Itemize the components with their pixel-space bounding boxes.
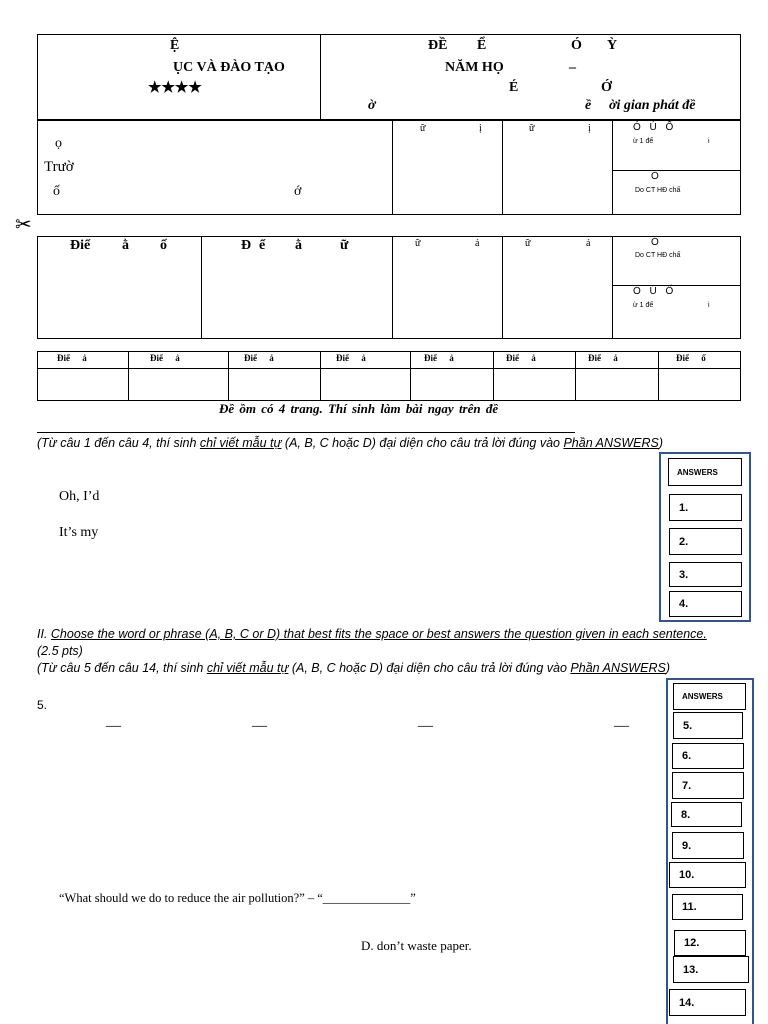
score-cell-4: Điể ả [336,353,366,363]
answer-box-10[interactable]: 10. [669,862,746,888]
section2-instr-end: ) [665,661,670,675]
answer-box-3[interactable]: 3. [669,562,742,587]
info-d: ớ [294,184,302,199]
info-f2: ị [588,123,591,134]
info-divider-2 [502,120,503,215]
answer-box-8[interactable]: 8. [671,802,742,827]
score-cell-2: Điể ả [150,353,180,363]
header-right-c: Ó [571,38,582,53]
info-e2: ị [479,123,482,134]
info-school-label: Trườ [44,159,74,175]
info-e1: ữ [420,123,426,134]
score-e: Ó [651,237,659,248]
q5-dash-b: — [252,718,267,734]
score-cell-3: Điể ả [244,353,274,363]
question-air-pollution: “What should we do to reduce the air pollution?” – “______________” [59,891,416,905]
score-b3: ằ [295,238,302,253]
score-row-hdivider [37,368,741,369]
score-cell-8: Điể ố [676,353,706,363]
score-b4: ữ [340,238,349,253]
score-row-col-4 [410,351,411,401]
score-d2: ả [586,238,591,249]
page-note: Đề ồm có 4 trang. Thí sinh làm bài ngay trên đề [219,401,499,416]
header-divider [320,34,321,120]
info-a: ọ [55,136,62,151]
score-cell-7: Điể ả [588,353,618,363]
header-right-h: Ớ [601,80,612,95]
info-box [37,120,741,215]
score-f: Ó Ú Ố [633,286,674,297]
score-c2: ả [475,238,480,249]
q5-dash-c: — [418,718,433,734]
answer-box-14[interactable]: 14. [669,989,746,1016]
header-right-g: É [509,80,519,95]
score-divider-4 [612,236,613,339]
section1-instr-u: chỉ viết mẫu tự [199,436,282,450]
section2-instruction [37,661,670,675]
score-cell-5: Điể ả [424,353,454,363]
header-right-k: ời gian phát đề [609,98,696,113]
section1-instr-mid: (A, B, C hoặc D) đại diện cho câu trả lời đúng vào [281,436,564,450]
score-divider-2 [392,236,393,339]
header-right-j: ề [585,98,592,113]
header-right-d: Ỳ [607,38,618,53]
score-b2: ể [259,238,266,253]
answer-box-2[interactable]: 2. [669,528,742,555]
answer-box-9[interactable]: 9. [672,832,744,859]
section2-num: II. [37,627,51,641]
answer-box-7[interactable]: 7. [672,772,744,799]
section1-instruction [37,436,663,450]
q5-dash-d: — [614,718,629,734]
section2-instr-mid: (A, B, C hoặc D) đại diện cho câu trả lời đúng vào [288,661,571,675]
header-right-e: NĂM HỌ [445,60,504,75]
info-h: Ó [651,171,659,182]
section1-instr-end: ) [658,436,664,450]
score-a3: ố [160,238,167,253]
answers-header-2: ANSWERS [673,683,746,710]
info-divider-3 [612,120,613,215]
scissors-icon: ✂ [15,212,32,236]
header-left-line1: Ệ [170,38,180,53]
score-e2: Do CT HĐ chấ [635,252,681,259]
score-row-table [37,351,741,401]
section1-instr-pre: (Từ câu 1 đến câu 4, thí sinh [37,436,200,450]
section2-pts: (2.5 pts) [37,644,83,658]
info-g: Ó Ú Ố [633,122,674,133]
header-right-b: Ể [477,38,487,53]
answer-box-4[interactable]: 4. [669,591,742,617]
score-c1: ữ [415,238,421,249]
answer-box-1[interactable]: 1. [669,494,742,521]
score-divider-3 [502,236,503,339]
info-hdivider [612,170,741,171]
header-right-f: – [569,60,576,75]
info-g2: ừ 1 đế [633,138,654,145]
score-row-col-6 [575,351,576,401]
section1-instr-u2: Phần ANSWERS [563,436,659,450]
score-row-col-2 [228,351,229,401]
score-a2: ằ [122,238,129,253]
score-cell-1: Điể ả [57,353,87,363]
answer-box-6[interactable]: 6. [672,743,744,769]
header-stars: ★★★★ [148,80,202,96]
score-row-col-7 [658,351,659,401]
question-5-number: 5. [37,698,48,712]
section2-instr-pre: (Từ câu 5 đến câu 14, thí sinh [37,661,207,675]
info-g3: i [708,138,710,145]
option-d: D. don’t waste paper. [361,938,472,953]
score-b1: Đ [241,238,252,253]
answer-box-5[interactable]: 5. [673,712,743,739]
score-hdivider [612,285,741,286]
info-divider-1 [392,120,393,215]
answer-box-11[interactable]: 11. [672,894,743,920]
info-c: ố [53,184,60,199]
section1-line2: It’s my [59,525,99,540]
score-row-col-5 [493,351,494,401]
header-right-a: ĐỀ [428,38,448,53]
score-f3: i [708,302,710,309]
note-rule [37,432,575,433]
info-f1: ữ [529,123,535,134]
score-row-col-1 [128,351,129,401]
answer-box-13[interactable]: 13. [673,956,749,983]
section2-instr-u2: Phần ANSWERS [570,661,666,675]
header-right-i: ờ [368,98,376,113]
section2-instr-u: chỉ viết mẫu tự [206,661,289,675]
answer-box-12[interactable]: 12. [674,930,746,956]
section2-title-text: Choose the word or phrase (A, B, C or D) that best fits the space or best answers the question given in each sentence. [50,627,707,641]
score-divider-1 [201,236,202,339]
score-cell-6: Điể ả [506,353,536,363]
answers-header-1: ANSWERS [668,458,742,486]
section2-title [37,626,749,660]
q5-dash-a: — [106,718,121,734]
score-d1: ữ [525,238,531,249]
score-a1: Điể [70,238,91,253]
score-row-col-3 [320,351,321,401]
info-h2: Do CT HĐ chấ [635,187,681,194]
score-f2: ừ 1 đế [633,302,654,309]
section1-line1: Oh, I’d [59,489,100,504]
header-left-line2: ỤC VÀ ĐÀO TẠO [173,60,285,75]
